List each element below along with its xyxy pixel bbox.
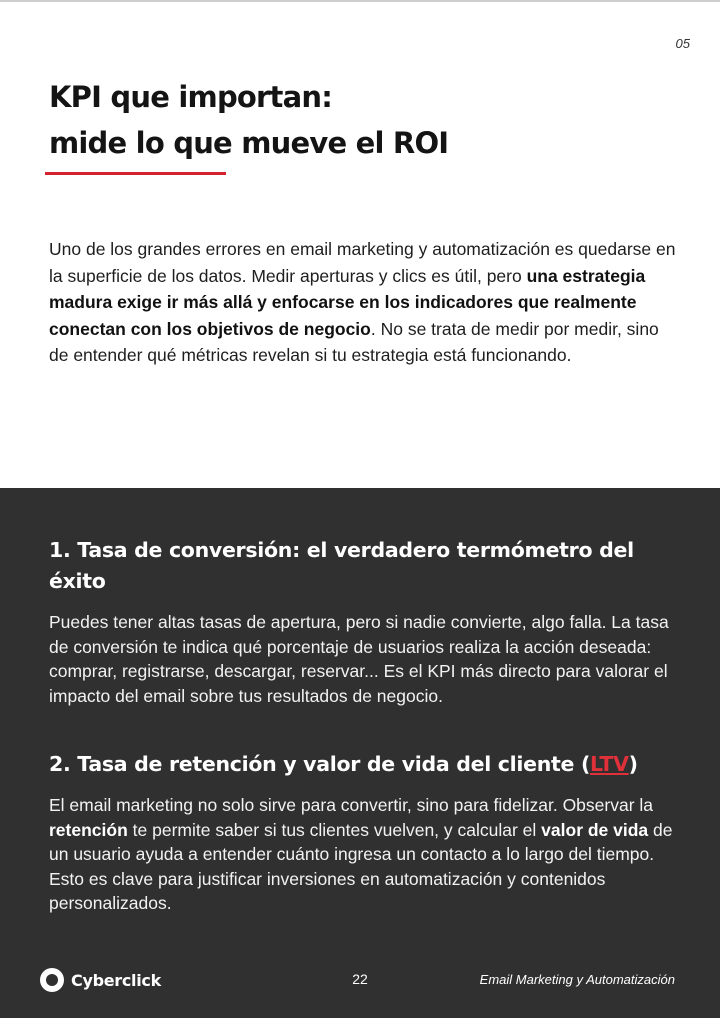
retention-bold: retención xyxy=(49,819,128,840)
section-2-heading xyxy=(49,749,689,780)
page-title xyxy=(49,74,448,166)
section-1-heading: 1. Tasa de conversión: el verdadero termómetro del éxito xyxy=(49,538,634,593)
title-line-2: mide lo que mueve el ROI xyxy=(49,126,449,160)
page-number: 22 xyxy=(352,971,368,987)
footer-logo xyxy=(40,967,161,993)
intro-paragraph xyxy=(49,236,681,369)
top-rule xyxy=(0,0,720,2)
section-2-heading-text: 2. Tasa de retención y valor de vida del cliente ( xyxy=(49,752,591,776)
document-title: Email Marketing y Automatización xyxy=(479,972,675,987)
section-2-text-3: de un usuario ayuda a entender cuánto ingresa un contacto a lo largo del tiempo. Esto es clave para justificar inversiones en automatización y contenidos personalizados. xyxy=(49,819,673,913)
logo-text: Cyberclick xyxy=(71,970,161,990)
section-2-text-2: te permite saber si tus clientes vuelven, y calcular el xyxy=(127,819,542,840)
title-line-1: KPI que importan: xyxy=(49,80,332,114)
intro-text-1: Uno de los grandes errores en email marketing y automatización es quedarse en la superficie de los datos. Medir aperturas y clics es útil, pero xyxy=(49,239,676,286)
dark-section xyxy=(0,488,720,1018)
section-2-heading-close: ) xyxy=(628,752,638,776)
cyberclick-logo-icon xyxy=(40,968,64,992)
section-2-body xyxy=(49,793,681,916)
section-2-text-1: El email marketing no solo sirve para convertir, sino para fidelizar. Observar la xyxy=(49,795,654,815)
intro-bold: una estrategia madura exige ir más allá y enfocarse en los indicadores que realmente conectan con los objetivos de negocio xyxy=(49,265,646,339)
ltv-link[interactable]: LTV xyxy=(590,752,629,776)
lifetime-value-bold: valor de vida xyxy=(541,819,649,840)
title-underline xyxy=(45,172,226,175)
intro-text-2: . No se trata de medir por medir, sino de entender qué métricas revelan si tu estrategia está funcionando. xyxy=(49,318,659,365)
page-tag: 05 xyxy=(675,36,690,51)
section-1-body: Puedes tener altas tasas de apertura, pero si nadie convierte, algo falla. La tasa de conversión te indica qué porcentaje de usuarios realiza la acción deseada: comprar, registrarse, descargar, reservar... Es el KPI más directo para valorar el impacto del email sobre tus resultados de negocio. xyxy=(49,612,669,706)
